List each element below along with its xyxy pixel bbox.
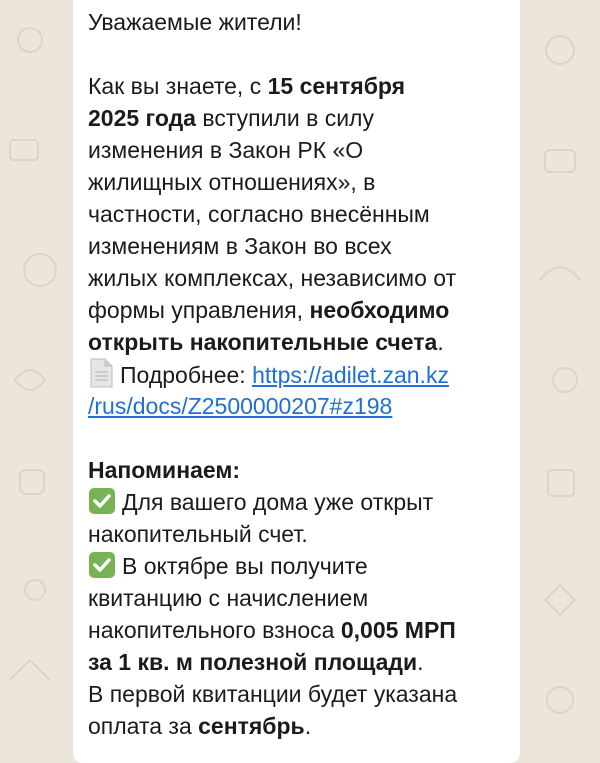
text-line — [88, 102, 520, 134]
bold-text: необходимо — [309, 297, 450, 323]
message-bubble[interactable] — [73, 0, 520, 763]
more-label: Подробнее: — [120, 362, 253, 388]
text-line — [88, 294, 520, 326]
text-line — [88, 230, 520, 262]
text-line — [88, 518, 520, 550]
text-line — [88, 326, 520, 358]
text-span: . — [437, 329, 444, 355]
text-span: накопительный счет. — [88, 521, 308, 547]
list-item — [88, 486, 520, 518]
bold-year: 2025 года — [88, 105, 196, 131]
text-span: накопительного взноса — [88, 617, 341, 643]
text-span: оплата за — [88, 713, 199, 739]
text-line — [88, 198, 520, 230]
adilet-link-continuation[interactable]: /rus/docs/Z2500000207#z198 — [88, 393, 393, 419]
more-line — [88, 358, 520, 390]
text-span: изменениям в Закон во всех — [88, 233, 392, 259]
text-span: . — [304, 713, 312, 739]
list-item — [88, 550, 520, 582]
text-line — [88, 646, 520, 678]
text-span: жилых комплексах, независимо от — [88, 265, 457, 291]
text-line — [88, 70, 520, 102]
text-span: квитанцию с начислением — [88, 585, 369, 611]
text-span: . — [417, 649, 424, 675]
remind-heading: Напоминаем: — [88, 457, 241, 483]
text-span: Как вы знаете, с — [88, 73, 268, 99]
text-line — [88, 678, 520, 710]
text-span: формы управления, — [88, 297, 310, 323]
message-text — [88, 6, 520, 742]
text-line — [88, 166, 520, 198]
remind-heading-line — [88, 454, 520, 486]
text-span: частности, согласно внесённым — [88, 201, 430, 227]
text-line — [88, 134, 520, 166]
text-line — [88, 262, 520, 294]
bold-amount: 0,005 МРП — [340, 617, 456, 643]
text-span: вступили в силу — [195, 105, 374, 131]
bold-text: за 1 кв. м полезной площади — [88, 649, 418, 675]
text-span: жилищных отношениях», в — [88, 169, 376, 195]
adilet-link[interactable]: https://adilet.zan.kz — [252, 362, 449, 388]
text-span: изменения в Закон РК «О — [88, 137, 364, 163]
link-continuation-line — [88, 390, 520, 422]
text-line — [88, 582, 520, 614]
bold-text: открыть накопительные счета — [88, 329, 438, 355]
text-span: Для вашего дома уже открыт — [122, 489, 434, 515]
bold-month: сентябрь — [198, 713, 305, 739]
greeting-line — [88, 6, 520, 38]
text-span: В первой квитанции будет указана — [88, 681, 458, 707]
greeting-text: Уважаемые жители! — [88, 9, 302, 35]
bold-date: 15 сентября — [267, 73, 406, 99]
text-line — [88, 614, 520, 646]
text-line — [88, 710, 520, 742]
text-span: В октябре вы получите — [122, 553, 368, 579]
